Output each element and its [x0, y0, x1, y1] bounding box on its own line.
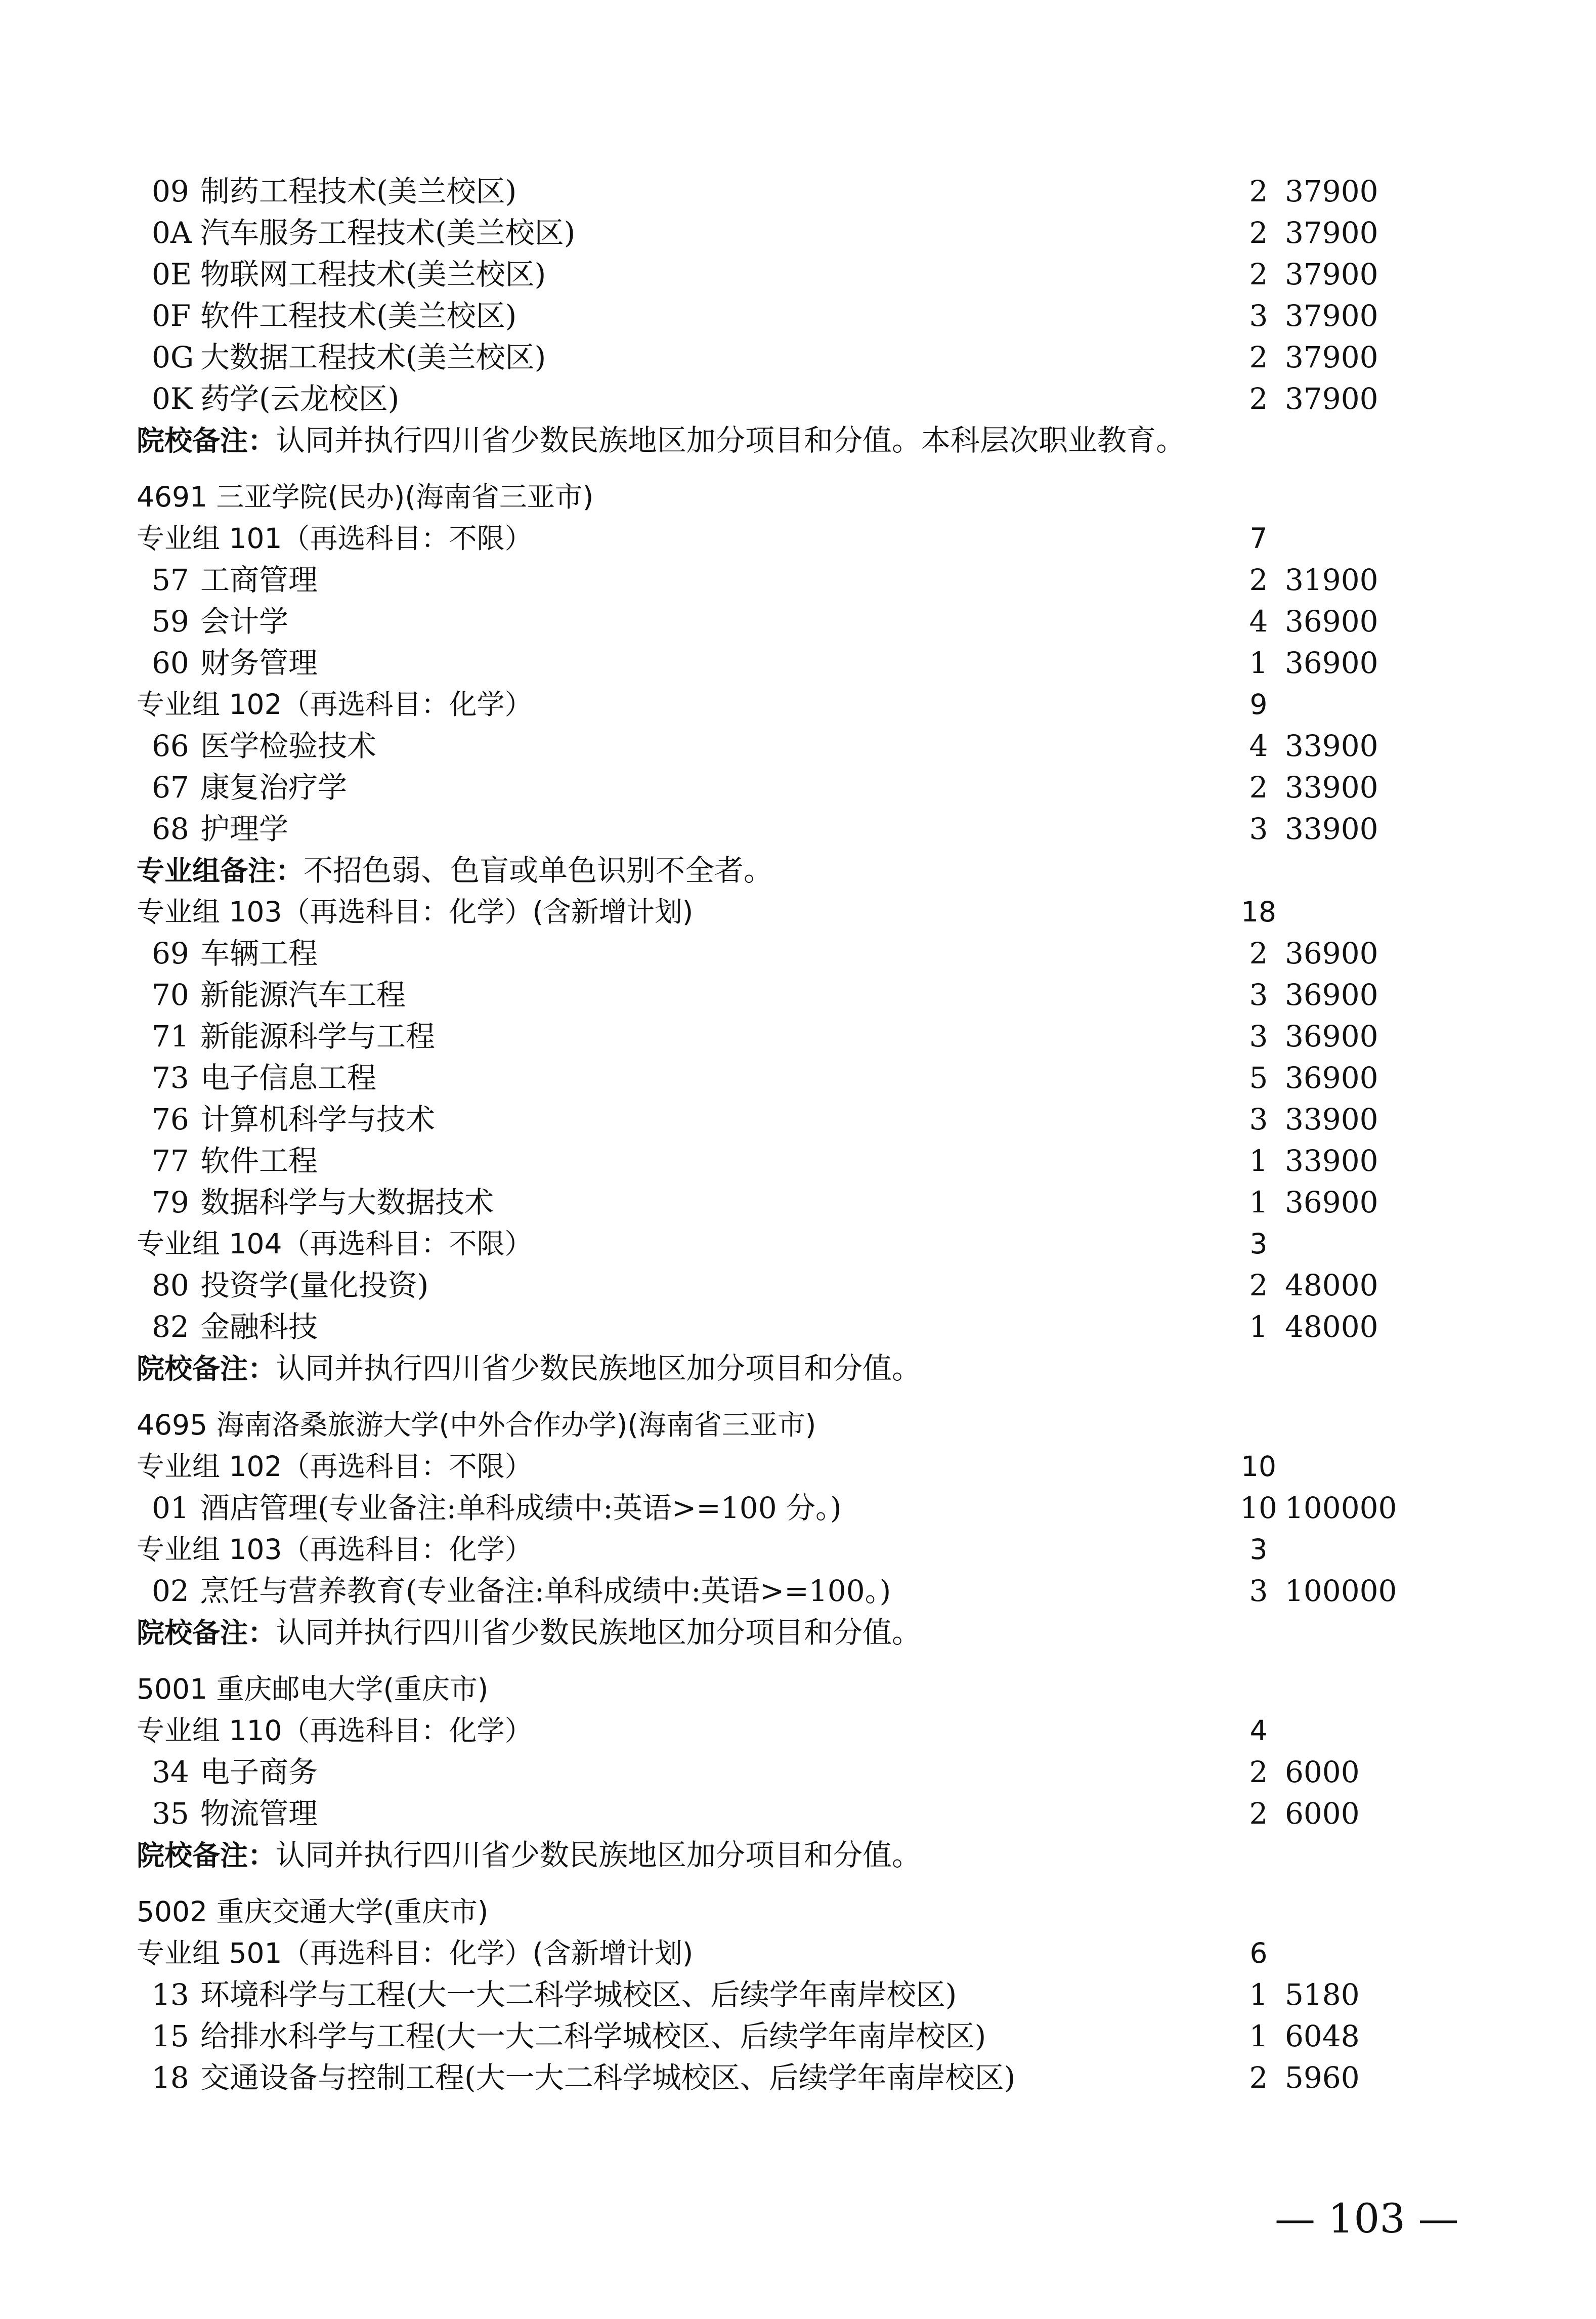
major-row: [137, 642, 1432, 684]
major-row: [137, 601, 1432, 642]
tuition-fee: 31900: [1285, 563, 1378, 597]
group-plan-count: 7: [1249, 522, 1268, 555]
major-code: 80: [152, 1268, 189, 1302]
major-code: 35: [152, 1796, 189, 1831]
tuition-fee: 6000: [1285, 1755, 1360, 1789]
major-name: 财务管理: [200, 646, 318, 680]
major-group-header: [137, 1529, 1432, 1570]
document-page: [137, 171, 1432, 2098]
plan-count: 2: [1249, 563, 1268, 597]
tuition-fee: 37900: [1285, 299, 1378, 333]
major-row: [137, 171, 1432, 212]
major-code: 09: [152, 174, 189, 208]
plan-count: 1: [1249, 1977, 1268, 2012]
remark: [137, 1347, 921, 1397]
major-name: 车辆工程: [200, 936, 318, 971]
major-name: 护理学: [200, 812, 289, 846]
major-code: 15: [152, 2019, 189, 2053]
major-name: 物联网工程技术(美兰校区): [200, 257, 546, 291]
major-code: 0K: [152, 382, 193, 416]
remark: [137, 419, 1185, 469]
major-group-name: 专业组 103（再选科目：化学）(含新增计划): [137, 896, 694, 928]
major-name: 酒店管理(专业备注:单科成绩中:英语>=100 分。): [200, 1491, 842, 1525]
major-code: 0G: [152, 340, 194, 374]
remark-row: [137, 1612, 1432, 1653]
major-group-header: [137, 684, 1432, 725]
major-code: 76: [152, 1102, 189, 1136]
tuition-fee: 36900: [1285, 1061, 1378, 1095]
major-name: 医学检验技术: [200, 729, 377, 763]
major-row: [137, 1140, 1432, 1182]
page-number: — 103 —: [1275, 2195, 1459, 2242]
tuition-fee: 36900: [1285, 936, 1378, 971]
tuition-fee: 33900: [1285, 812, 1378, 846]
tuition-fee: 33900: [1285, 770, 1378, 805]
major-code: 68: [152, 812, 189, 846]
remark: [137, 1612, 921, 1661]
tuition-fee: 37900: [1285, 257, 1378, 291]
major-code: 0A: [152, 216, 192, 250]
major-code: 79: [152, 1185, 189, 1219]
major-row: [137, 1487, 1432, 1529]
major-group-name: 专业组 104（再选科目：不限）: [137, 1228, 533, 1260]
plan-count: 10: [1240, 1491, 1277, 1525]
major-code: 73: [152, 1061, 189, 1095]
plan-count: 3: [1249, 1102, 1268, 1136]
major-name: 软件工程技术(美兰校区): [200, 299, 517, 333]
major-row: [137, 1974, 1432, 2015]
major-code: 60: [152, 646, 189, 680]
major-group-name: 专业组 102（再选科目：化学）: [137, 688, 533, 721]
major-row: [137, 378, 1432, 419]
plan-count: 2: [1249, 257, 1268, 291]
major-row: [137, 1182, 1432, 1223]
tuition-fee: 33900: [1285, 729, 1378, 763]
major-row: [137, 559, 1432, 601]
tuition-fee: 33900: [1285, 1144, 1378, 1178]
group-plan-count: 18: [1241, 896, 1276, 928]
plan-count: 4: [1249, 604, 1268, 639]
major-row: [137, 1751, 1432, 1793]
plan-count: 3: [1249, 1574, 1268, 1608]
major-row: [137, 1793, 1432, 1834]
plan-count: 3: [1249, 299, 1268, 333]
major-name: 新能源汽车工程: [200, 978, 406, 1012]
tuition-fee: 5180: [1285, 1977, 1360, 2012]
school-name: 4695 海南洛桑旅游大学(中外合作办学)(海南省三亚市): [137, 1409, 816, 1441]
plan-count: 2: [1249, 340, 1268, 374]
major-row: [137, 254, 1432, 295]
tuition-fee: 48000: [1285, 1268, 1378, 1302]
plan-count: 2: [1249, 216, 1268, 250]
major-group-name: 专业组 110（再选科目：化学）: [137, 1714, 533, 1747]
plan-count: 3: [1249, 812, 1268, 846]
remark-row: [137, 850, 1432, 891]
plan-count: 3: [1249, 978, 1268, 1012]
plan-count: 2: [1249, 1796, 1268, 1831]
major-row: [137, 336, 1432, 378]
major-name: 新能源科学与工程: [200, 1019, 436, 1053]
plan-count: 2: [1249, 770, 1268, 805]
remark-label: 院校备注：: [137, 1353, 276, 1385]
major-row: [137, 767, 1432, 808]
school-name: 4691 三亚学院(民办)(海南省三亚市): [137, 481, 594, 513]
major-name: 工商管理: [200, 563, 318, 597]
plan-count: 1: [1249, 646, 1268, 680]
major-group-header: [137, 1223, 1432, 1264]
major-code: 02: [152, 1574, 189, 1608]
tuition-fee: 100000: [1285, 1491, 1397, 1525]
major-row: [137, 1016, 1432, 1057]
tuition-fee: 100000: [1285, 1574, 1397, 1608]
group-plan-count: 6: [1249, 1937, 1268, 1969]
school-header: [137, 1891, 1432, 1932]
major-row: [137, 1306, 1432, 1347]
major-name: 物流管理: [200, 1796, 318, 1831]
major-name: 电子信息工程: [200, 1061, 377, 1095]
major-group-header: [137, 1446, 1432, 1487]
remark-row: [137, 419, 1432, 461]
major-row: [137, 212, 1432, 254]
major-group-header: [137, 891, 1432, 933]
group-plan-count: 3: [1249, 1533, 1268, 1566]
plan-count: 5: [1249, 1061, 1268, 1095]
tuition-fee: 37900: [1285, 340, 1378, 374]
major-row: [137, 1057, 1432, 1099]
plan-count: 2: [1249, 1755, 1268, 1789]
remark-text: 不招色弱、色盲或单色识别不全者。: [304, 853, 773, 888]
major-code: 67: [152, 770, 189, 805]
major-code: 34: [152, 1755, 189, 1789]
major-row: [137, 974, 1432, 1016]
major-code: 71: [152, 1019, 189, 1053]
remark-row: [137, 1834, 1432, 1876]
tuition-fee: 48000: [1285, 1310, 1378, 1344]
major-name: 计算机科学与技术: [200, 1102, 436, 1136]
major-row: [137, 808, 1432, 850]
group-plan-count: 9: [1249, 688, 1268, 721]
major-name: 环境科学与工程(大一大二科学城校区、后续学年南岸校区): [200, 1977, 957, 2012]
major-name: 给排水科学与工程(大一大二科学城校区、后续学年南岸校区): [200, 2019, 986, 2053]
tuition-fee: 36900: [1285, 604, 1378, 639]
major-row: [137, 295, 1432, 336]
major-code: 01: [152, 1491, 189, 1525]
major-row: [137, 1264, 1432, 1306]
tuition-fee: 37900: [1285, 382, 1378, 416]
plan-count: 1: [1249, 2019, 1268, 2053]
major-row: [137, 2015, 1432, 2057]
tuition-fee: 5960: [1285, 2060, 1360, 2095]
major-code: 77: [152, 1144, 189, 1178]
school-header: [137, 1668, 1432, 1710]
school-name: 5001 重庆邮电大学(重庆市): [137, 1673, 489, 1705]
major-name: 大数据工程技术(美兰校区): [200, 340, 546, 374]
major-code: 57: [152, 563, 189, 597]
remark-label: 院校备注：: [137, 425, 276, 457]
major-code: 70: [152, 978, 189, 1012]
plan-count: 3: [1249, 1019, 1268, 1053]
plan-count: 2: [1249, 1268, 1268, 1302]
major-row: [137, 933, 1432, 974]
tuition-fee: 36900: [1285, 1019, 1378, 1053]
major-group-header: [137, 518, 1432, 559]
major-code: 0E: [152, 257, 192, 291]
remark-row: [137, 1347, 1432, 1389]
major-name: 康复治疗学: [200, 770, 348, 805]
tuition-fee: 36900: [1285, 1185, 1378, 1219]
major-group-name: 专业组 102（再选科目：不限）: [137, 1450, 533, 1483]
tuition-fee: 37900: [1285, 216, 1378, 250]
major-name: 药学(云龙校区): [200, 382, 400, 416]
school-header: [137, 476, 1432, 518]
remark-text: 认同并执行四川省少数民族地区加分项目和分值。: [276, 1351, 922, 1385]
tuition-fee: 33900: [1285, 1102, 1378, 1136]
plan-count: 1: [1249, 1310, 1268, 1344]
plan-count: 2: [1249, 936, 1268, 971]
major-name: 汽车服务工程技术(美兰校区): [200, 216, 576, 250]
major-code: 59: [152, 604, 189, 639]
plan-count: 2: [1249, 174, 1268, 208]
remark-label: 院校备注：: [137, 1839, 276, 1872]
tuition-fee: 36900: [1285, 978, 1378, 1012]
major-name: 制药工程技术(美兰校区): [200, 174, 517, 208]
tuition-fee: 6048: [1285, 2019, 1360, 2053]
major-name: 投资学(量化投资): [200, 1268, 429, 1302]
major-name: 软件工程: [200, 1144, 318, 1178]
group-plan-count: 3: [1249, 1228, 1268, 1260]
major-row: [137, 725, 1432, 767]
major-code: 0F: [152, 299, 191, 333]
plan-count: 1: [1249, 1144, 1268, 1178]
group-plan-count: 4: [1249, 1714, 1268, 1747]
major-code: 13: [152, 1977, 189, 2012]
major-row: [137, 1099, 1432, 1140]
plan-count: 4: [1249, 729, 1268, 763]
major-code: 66: [152, 729, 189, 763]
remark: [137, 1834, 921, 1884]
major-name: 会计学: [200, 604, 289, 639]
tuition-fee: 37900: [1285, 174, 1378, 208]
group-plan-count: 10: [1241, 1450, 1276, 1483]
remark-label: 专业组备注：: [137, 855, 304, 887]
major-code: 69: [152, 936, 189, 971]
major-name: 交通设备与控制工程(大一大二科学城校区、后续学年南岸校区): [200, 2060, 1016, 2095]
school-name: 5002 重庆交通大学(重庆市): [137, 1895, 489, 1928]
major-name: 电子商务: [200, 1755, 318, 1789]
plan-count: 1: [1249, 1185, 1268, 1219]
tuition-fee: 36900: [1285, 646, 1378, 680]
major-name: 金融科技: [200, 1310, 318, 1344]
major-group-header: [137, 1932, 1432, 1974]
major-group-header: [137, 1710, 1432, 1751]
major-name: 数据科学与大数据技术: [200, 1185, 494, 1219]
major-row: [137, 1570, 1432, 1612]
major-name: 烹饪与营养教育(专业备注:单科成绩中:英语>=100。): [200, 1574, 891, 1608]
remark-text: 认同并执行四川省少数民族地区加分项目和分值。: [276, 1838, 922, 1872]
remark-text: 认同并执行四川省少数民族地区加分项目和分值。: [276, 1615, 922, 1650]
major-group-name: 专业组 101（再选科目：不限）: [137, 522, 533, 555]
major-row: [137, 2057, 1432, 2098]
tuition-fee: 6000: [1285, 1796, 1360, 1831]
major-code: 18: [152, 2060, 189, 2095]
plan-count: 2: [1249, 2060, 1268, 2095]
school-header: [137, 1404, 1432, 1446]
major-group-name: 专业组 501（再选科目：化学）(含新增计划): [137, 1937, 694, 1969]
major-group-name: 专业组 103（再选科目：化学）: [137, 1533, 533, 1566]
major-code: 82: [152, 1310, 189, 1344]
remark-label: 院校备注：: [137, 1617, 276, 1649]
plan-count: 2: [1249, 382, 1268, 416]
remark-text: 认同并执行四川省少数民族地区加分项目和分值。本科层次职业教育。: [276, 423, 1186, 457]
